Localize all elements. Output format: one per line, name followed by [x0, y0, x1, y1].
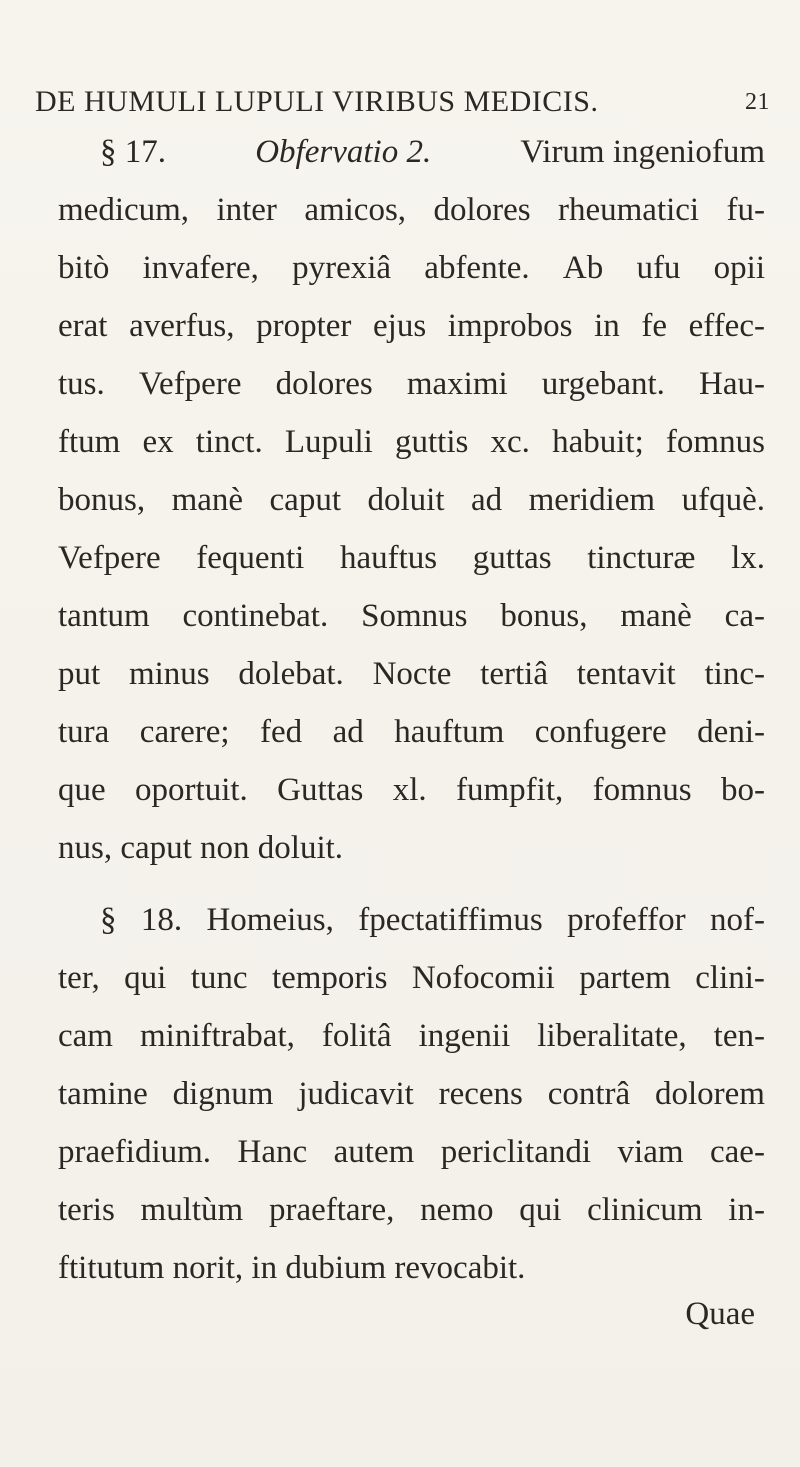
running-head — [35, 80, 770, 124]
word: medicum, — [58, 192, 190, 228]
word: tantum — [58, 598, 150, 634]
word: liberalitate, — [537, 1018, 687, 1054]
word: xc. — [490, 424, 530, 460]
word: teris — [58, 1192, 115, 1228]
word: urgebant. — [541, 366, 665, 402]
text-line — [58, 1070, 765, 1118]
word: autem — [333, 1134, 415, 1170]
word: temporis — [271, 960, 388, 996]
word: cam — [58, 1018, 113, 1054]
word: in- — [728, 1192, 765, 1228]
word: ingenii — [418, 1018, 511, 1054]
word: dolorem — [655, 1076, 765, 1112]
section-sign: § 17. — [100, 134, 166, 170]
text-line — [58, 1186, 765, 1234]
word: § — [100, 902, 117, 938]
word: judicavit — [298, 1076, 414, 1112]
word: dolores — [275, 366, 373, 402]
text-line — [100, 128, 765, 176]
word: praefidium. — [58, 1134, 212, 1170]
word: tincturæ — [587, 540, 696, 576]
word: miniftrabat, — [140, 1018, 295, 1054]
word: periclitandi — [440, 1134, 592, 1170]
text-line — [58, 302, 765, 350]
word: Nofocomii — [411, 960, 555, 996]
page-number: 21 — [745, 89, 770, 115]
word: improbos — [447, 308, 573, 344]
word: confugere — [534, 714, 667, 750]
word: bonus, — [58, 482, 146, 518]
word: in — [594, 308, 620, 344]
word: dignum — [172, 1076, 274, 1112]
word: tinct. — [195, 424, 263, 460]
word: opii — [713, 250, 765, 286]
text-line — [58, 360, 765, 408]
word: effec- — [688, 308, 765, 344]
text-line — [58, 244, 765, 292]
word: tus. — [58, 366, 105, 402]
word: bitò — [58, 250, 110, 286]
word: Nocte — [372, 656, 452, 692]
word: Hanc — [237, 1134, 308, 1170]
text-line — [58, 418, 765, 466]
word: tinc- — [704, 656, 765, 692]
word: ex — [142, 424, 174, 460]
word: ad — [470, 482, 503, 518]
word: ftum — [58, 424, 121, 460]
word: ejus — [373, 308, 427, 344]
word: dolores — [433, 192, 531, 228]
word: habuit; — [552, 424, 644, 460]
word: fe — [641, 308, 668, 344]
word: guttas — [472, 540, 552, 576]
word: manè — [171, 482, 244, 518]
word: xl. — [392, 772, 427, 808]
text-line — [58, 954, 765, 1002]
word: recens — [438, 1076, 523, 1112]
word: invafere, — [142, 250, 259, 286]
word: deni- — [697, 714, 765, 750]
word: Guttas — [277, 772, 364, 808]
text-line — [58, 186, 765, 234]
text-span: Virum ingeniofum — [520, 134, 765, 170]
word: clini- — [695, 960, 765, 996]
word: que — [58, 772, 106, 808]
word: meridiem — [528, 482, 656, 518]
word: Vefpere — [58, 540, 161, 576]
text-line — [58, 1128, 765, 1176]
word: fequenti — [196, 540, 305, 576]
word: tertiâ — [480, 656, 548, 692]
word: ter, — [58, 960, 100, 996]
word: hauftus — [340, 540, 438, 576]
running-head-title: DE HUMULI LUPULI VIRIBUS MEDICIS. — [35, 85, 599, 118]
word: minus — [128, 656, 210, 692]
word: inter — [216, 192, 277, 228]
word: profeffor — [567, 902, 686, 938]
word: viam — [617, 1134, 684, 1170]
word: Hau- — [699, 366, 765, 402]
word: tentavit — [576, 656, 676, 692]
word: clinicum — [587, 1192, 703, 1228]
word: qui — [519, 1192, 562, 1228]
word: carere; — [139, 714, 230, 750]
word: cae- — [710, 1134, 765, 1170]
observation-label: Obfervatio 2. — [255, 134, 432, 170]
text-line — [58, 476, 765, 524]
text-line — [58, 592, 765, 640]
word: nemo — [420, 1192, 494, 1228]
word: Homeius, — [206, 902, 334, 938]
word: fed — [260, 714, 303, 750]
word: Lupuli — [284, 424, 373, 460]
word: Vefpere — [138, 366, 242, 402]
word: fu- — [726, 192, 765, 228]
word: propter — [256, 308, 352, 344]
word: ufquè. — [681, 482, 765, 518]
word: amicos, — [304, 192, 407, 228]
word: caput — [269, 482, 341, 518]
word: praeftare, — [268, 1192, 395, 1228]
word: oportuit. — [135, 772, 248, 808]
word: tamine — [58, 1076, 148, 1112]
word: Ab — [562, 250, 604, 286]
word: multùm — [140, 1192, 244, 1228]
word: rheumatici — [558, 192, 700, 228]
word: contrâ — [547, 1076, 631, 1112]
text-line: nus, caput non doluit. — [58, 830, 344, 866]
word: nof- — [709, 902, 765, 938]
word: qui — [124, 960, 167, 996]
word: dolebat. — [238, 656, 344, 692]
word: erat — [58, 308, 108, 344]
word: 18. — [140, 902, 183, 938]
text-line — [58, 534, 765, 582]
word: ad — [332, 714, 364, 750]
word: doluit — [367, 482, 445, 518]
text-line — [58, 1012, 765, 1060]
text-line — [58, 766, 765, 814]
word: abfente. — [424, 250, 530, 286]
text-line — [58, 650, 765, 698]
word: tura — [58, 714, 110, 750]
text-line: ftitutum norit, in dubium revocabit. — [58, 1250, 526, 1286]
word: averfus, — [129, 308, 235, 344]
word: manè — [620, 598, 692, 634]
word: bo- — [720, 772, 765, 808]
word: folitâ — [321, 1018, 392, 1054]
text-line — [100, 896, 765, 944]
word: guttis — [395, 424, 469, 460]
word: ufu — [636, 250, 681, 286]
word: hauftum — [394, 714, 505, 750]
word: tunc — [190, 960, 248, 996]
word: Somnus — [361, 598, 468, 634]
word: ten- — [713, 1018, 765, 1054]
catchword: Quae — [685, 1296, 755, 1332]
word: lx. — [731, 540, 765, 576]
word: fomnus — [592, 772, 692, 808]
word: put — [58, 656, 101, 692]
word: partem — [579, 960, 671, 996]
word: fomnus — [665, 424, 765, 460]
text-line — [58, 708, 765, 756]
word: ca- — [724, 598, 765, 634]
word: fumpfit, — [456, 772, 564, 808]
word: maximi — [406, 366, 508, 402]
word: pyrexiâ — [292, 250, 392, 286]
word: fpectatiffimus — [358, 902, 543, 938]
word: continebat. — [182, 598, 329, 634]
word: bonus, — [500, 598, 588, 634]
